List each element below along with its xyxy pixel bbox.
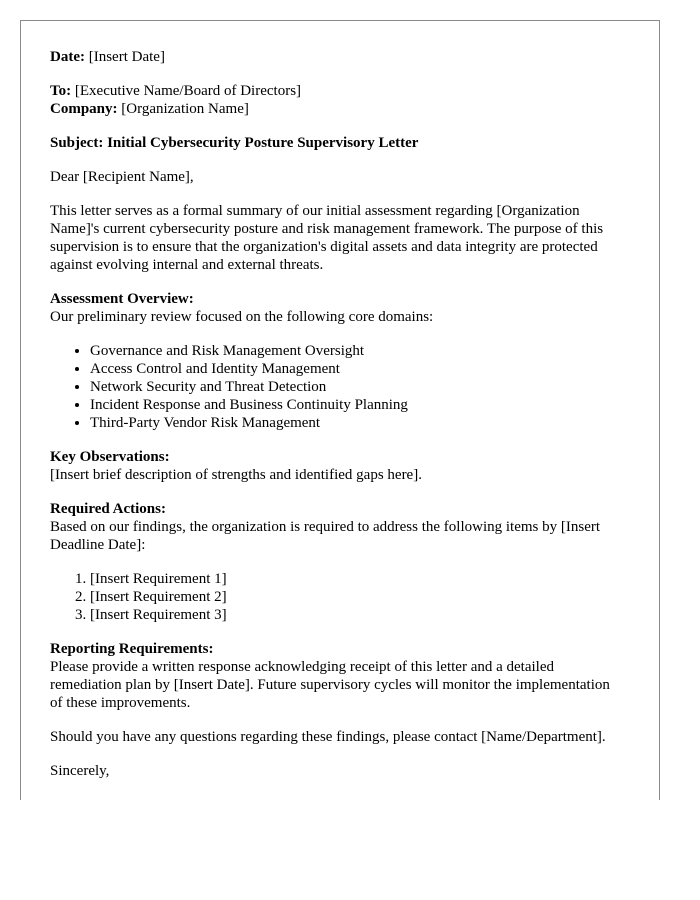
date-label: Date: [50, 49, 85, 65]
letter-page [20, 20, 660, 800]
reporting-section [50, 640, 625, 712]
requirement-item: 1. [Insert Requirement 1] [90, 570, 625, 588]
actions-section [50, 500, 625, 624]
contact-paragraph: Should you have any questions regarding these findings, please contact [Name/Department]. [50, 729, 606, 745]
to-label: To: [50, 83, 72, 99]
to-value: [Executive Name/Board of Directors] [74, 83, 302, 99]
salutation: Dear [Recipient Name], [50, 169, 194, 185]
subject-label: Subject: [50, 135, 104, 151]
company-value: [Organization Name] [121, 101, 249, 117]
domain-item: • Network Security and Threat Detection [90, 378, 625, 396]
letter-content [50, 48, 625, 796]
domain-item: • Governance and Risk Management Oversight [90, 342, 625, 360]
subject-value: Initial Cybersecurity Posture Supervisory Letter [107, 135, 419, 151]
reporting-text: Please provide a written response acknowledging receipt of this letter and a detailed remediation plan by [Insert Date]. Future supervisory cycles will monitor the implementation of these improvements. [50, 659, 610, 711]
observations-section [50, 448, 625, 484]
domain-list [50, 342, 625, 432]
requirement-item: 2. [Insert Requirement 2] [90, 588, 625, 606]
subject-line [50, 134, 625, 152]
date-line [50, 48, 625, 66]
closing: Sincerely, [50, 763, 110, 779]
actions-heading: Required Actions: [50, 501, 166, 517]
domain-item: • Third-Party Vendor Risk Management [90, 414, 625, 432]
reporting-heading: Reporting Requirements: [50, 641, 214, 657]
observations-text: [Insert brief description of strengths and identified gaps here]. [50, 467, 422, 483]
intro-paragraph: This letter serves as a formal summary of our initial assessment regarding [Organization Name]'s current cybersecurity posture and risk management framework. The purpose of this supervision is to ensure that the organization's digital assets and data integrity are protected against evolving internal and external threats. [50, 203, 604, 273]
assessment-section [50, 290, 625, 432]
assessment-heading: Assessment Overview: [50, 291, 194, 307]
actions-text: Based on our findings, the organization is required to address the following items by [Insert Deadline Date]: [50, 519, 601, 553]
requirement-item: 3. [Insert Requirement 3] [90, 606, 625, 624]
domain-item: • Incident Response and Business Continuity Planning [90, 396, 625, 414]
company-label: Company: [50, 101, 118, 117]
date-value: [Insert Date] [88, 49, 165, 65]
requirements-list [50, 570, 625, 624]
domain-item: • Access Control and Identity Management [90, 360, 625, 378]
observations-heading: Key Observations: [50, 449, 170, 465]
assessment-text: Our preliminary review focused on the following core domains: [50, 309, 434, 325]
recipient-block [50, 82, 625, 118]
